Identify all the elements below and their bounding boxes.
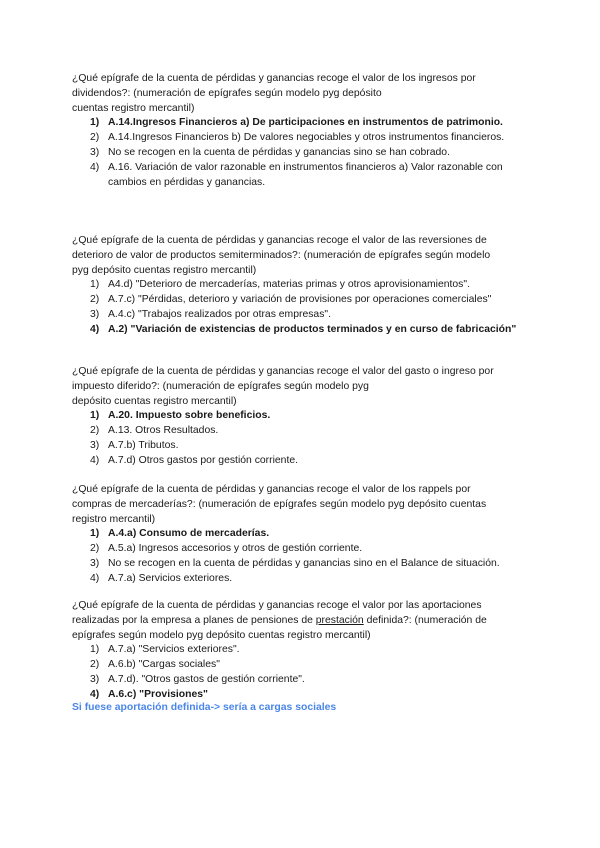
question-3-text: [72, 365, 528, 409]
option-1: [72, 527, 528, 542]
option-4: [72, 572, 528, 587]
question-2-text: [72, 234, 528, 278]
option-text: A.2) "Variación de existencias de productos terminados y en curso de fabricación": [108, 323, 517, 335]
question-1-line-3: cuentas registro mercantil): [72, 102, 195, 114]
question-3-options: [72, 409, 528, 468]
question-5-line-2-start: realizadas por la empresa a planes de pensiones de: [72, 614, 316, 626]
question-3: [72, 365, 528, 469]
option-number: 4): [90, 161, 100, 173]
option-2: [72, 131, 528, 146]
option-text: No se recogen en la cuenta de pérdidas y ganancias sino se han cobrado.: [108, 146, 450, 158]
option-text: A.14.Ingresos Financieros b) De valores negociables y otros instrumentos financieros.: [108, 132, 505, 144]
option-2: [72, 658, 528, 673]
option-text: A.7.d) Otros gastos por gestión corriente.: [108, 454, 299, 466]
answer-note: Si fuese aportación definida-> sería a cargas sociales: [72, 702, 337, 713]
question-3-line-1: ¿Qué epígrafe de la cuenta de pérdidas y ganancias recoge el valor del gasto o ingreso por: [72, 366, 494, 377]
option-text: A.4.a) Consumo de mercaderías.: [108, 528, 270, 540]
question-5: [72, 599, 528, 703]
option-number: 2): [90, 294, 100, 306]
option-1: [72, 643, 528, 658]
option-number: 1): [90, 528, 100, 540]
question-2: [72, 234, 528, 338]
question-5-underlined-word: prestación: [315, 614, 364, 626]
option-number: 1): [90, 644, 100, 656]
question-4-line-3: registro mercantil): [72, 513, 156, 525]
option-text: A.7.a) "Servicios exteriores".: [108, 644, 240, 656]
question-1: [72, 72, 528, 190]
option-text: A.13. Otros Resultados.: [108, 425, 219, 437]
option-1: [72, 409, 528, 424]
option-number: 2): [90, 132, 100, 144]
question-5-text: [72, 599, 528, 643]
question-1-options: [72, 116, 528, 190]
option-number: 4): [90, 572, 100, 584]
option-text: A.5.a) Ingresos accesorios y otros de gestión corriente.: [108, 543, 363, 555]
option-number: 1): [90, 410, 100, 422]
option-3: [72, 673, 528, 688]
option-4: [72, 161, 528, 191]
option-text: A.7.d). "Otros gastos de gestión corriente".: [108, 673, 305, 685]
option-number: 3): [90, 308, 100, 320]
option-number: 3): [90, 146, 100, 158]
option-1: [72, 116, 528, 131]
question-2-line-3: pyg depósito cuentas registro mercantil): [72, 264, 257, 276]
question-4: [72, 483, 528, 587]
question-3-line-3: depósito cuentas registro mercantil): [72, 395, 237, 407]
option-text: A4.d) "Deterioro de mercaderías, materias primas y otros aprovisionamientos".: [108, 279, 470, 291]
option-number: 3): [90, 557, 100, 569]
option-text: A.7.c) "Pérdidas, deterioro y variación de provisiones por operaciones comerciales": [108, 294, 492, 306]
option-text: A.20. Impuesto sobre beneficios.: [108, 410, 271, 422]
question-2-line-1: ¿Qué epígrafe de la cuenta de pérdidas y ganancias recoge el valor de las reversiones de: [72, 235, 487, 246]
question-5-options: [72, 643, 528, 702]
option-number: 2): [90, 425, 100, 437]
option-3: [72, 308, 528, 323]
option-number: 1): [90, 117, 100, 129]
option-4: [72, 323, 528, 338]
option-number: 1): [90, 279, 100, 291]
option-3: [72, 146, 528, 161]
option-text: A.7.b) Tributos.: [108, 439, 179, 451]
question-2-line-2: deterioro de valor de productos semiterminados?: (numeración de epígrafes según modelo: [72, 249, 491, 261]
option-3: [72, 439, 528, 454]
question-1-text: [72, 72, 528, 116]
question-2-options: [72, 278, 528, 337]
question-5-line-3: epígrafes según modelo pyg depósito cuentas registro mercantil): [72, 629, 371, 641]
option-2: [72, 542, 528, 557]
option-3: [72, 557, 528, 572]
question-4-line-1: ¿Qué epígrafe de la cuenta de pérdidas y ganancias recoge el valor de los rappels por: [72, 484, 471, 495]
option-number: 3): [90, 439, 100, 451]
option-text: A.4.c) "Trabajos realizados por otras empresas".: [108, 308, 331, 320]
option-number: 2): [90, 543, 100, 555]
option-number: 2): [90, 659, 100, 671]
option-text: A.14.Ingresos Financieros a) De participaciones en instrumentos de patrimonio.: [108, 117, 503, 129]
option-text: A.6.c) "Provisiones": [108, 688, 208, 700]
question-1-line-2: dividendos?: (numeración de epígrafes según modelo pyg depósito: [72, 87, 382, 99]
option-4: [72, 688, 528, 703]
question-5-line-1: ¿Qué epígrafe de la cuenta de pérdidas y ganancias recoge el valor por las aportaciones: [72, 600, 482, 611]
question-1-line-1: ¿Qué epígrafe de la cuenta de pérdidas y ganancias recoge el valor de los ingresos por: [72, 73, 476, 84]
option-2: [72, 424, 528, 439]
option-number: 3): [90, 673, 100, 685]
question-4-options: [72, 527, 528, 586]
question-3-line-2: impuesto diferido?: (numeración de epígrafes según modelo pyg: [72, 380, 369, 392]
question-4-line-2: compras de mercaderías?: (numeración de epígrafes según modelo pyg depósito cuentas: [72, 498, 487, 510]
option-number: 4): [90, 688, 100, 700]
option-text: A.16. Variación de valor razonable en instrumentos financieros a) Valor razonable con cambios en pérdidas y ganancias.: [108, 161, 503, 188]
question-4-text: [72, 483, 528, 527]
option-text: A.6.b) "Cargas sociales": [108, 659, 220, 671]
option-2: [72, 293, 528, 308]
option-4: [72, 454, 528, 469]
option-text: A.7.a) Servicios exteriores.: [108, 572, 233, 584]
option-1: [72, 278, 528, 293]
option-number: 4): [90, 454, 100, 466]
option-number: 4): [90, 323, 100, 335]
option-text: No se recogen en la cuenta de pérdidas y ganancias sino en el Balance de situación.: [108, 557, 500, 569]
question-5-line-2-end: definida?: (numeración de: [363, 614, 487, 626]
